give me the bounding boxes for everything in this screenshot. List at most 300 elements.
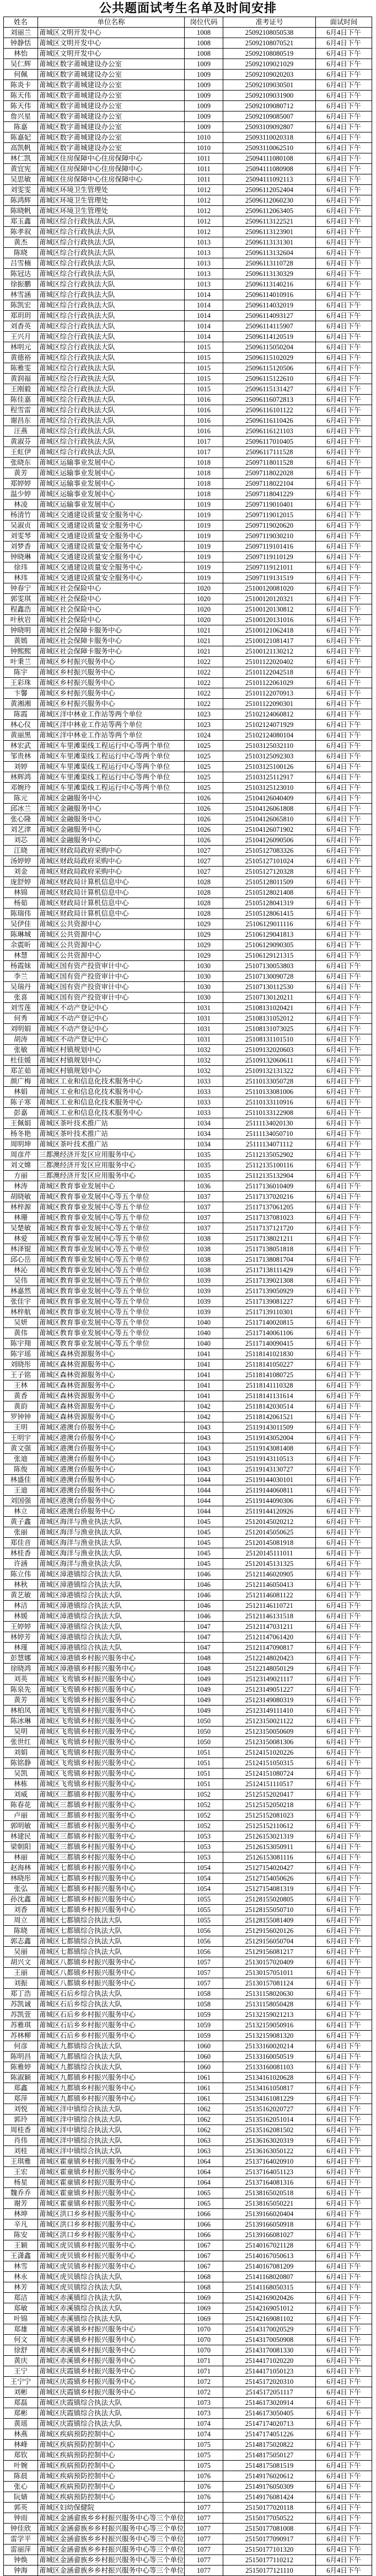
- cell-name: 郭明敏: [4, 1821, 38, 1831]
- cell-name: 黄文强: [4, 1443, 38, 1454]
- cell-position-code: 1052: [185, 1821, 223, 1831]
- table-row: [4, 909, 372, 919]
- table-row: [4, 1863, 372, 1873]
- cell-position-code: 1019: [185, 541, 223, 552]
- cell-unit: 莆城区教育事业发展中心等五个单位: [38, 1297, 185, 1307]
- cell-ticket-number: 25121147061420: [223, 1632, 316, 1643]
- cell-unit: 莆城区综合行政执法大队: [38, 342, 185, 353]
- cell-name: 陈泉先: [4, 1685, 38, 1695]
- table-row: [4, 1108, 372, 1118]
- cell-name: 吴明: [4, 1727, 38, 1737]
- cell-position-code: 1057: [185, 1957, 223, 1968]
- cell-name: 张迪: [4, 1454, 38, 1464]
- cell-unit: 莆城区金涵畲族乡乡村振兴服务中心等三个单位: [38, 2534, 185, 2545]
- table-row: [4, 2429, 372, 2440]
- cell-ticket-number: 25104126071902: [223, 825, 316, 835]
- cell-position-code: 1059: [185, 2031, 223, 2041]
- cell-position-code: 1072: [185, 2387, 223, 2398]
- cell-name: 陈嘉: [4, 122, 38, 132]
- cell-interview-time: 6月4日下午: [316, 2461, 372, 2471]
- cell-interview-time: 6月4日下午: [316, 1894, 372, 1905]
- cell-interview-time: 6月4日下午: [316, 2377, 372, 2387]
- table-row: [4, 2534, 372, 2545]
- cell-ticket-number: 25106129011116: [223, 919, 316, 930]
- cell-position-code: 1019: [185, 562, 223, 573]
- cell-position-code: 1033: [185, 1108, 223, 1118]
- cell-unit: 莆城区八都镇乡村振兴服务中心: [38, 1957, 185, 1968]
- cell-unit: 莆城区社会保险中心: [38, 615, 185, 625]
- cell-position-code: 1017: [185, 447, 223, 458]
- cell-interview-time: 6月4日下午: [316, 479, 372, 489]
- cell-interview-time: 6月4日下午: [316, 573, 372, 583]
- cell-unit: 莆城区洪口乡乡村振兴服务中心: [38, 2230, 185, 2240]
- cell-name: 王明宇: [4, 1433, 38, 1443]
- cell-ticket-number: 25097119101416: [223, 541, 316, 552]
- table-row: [4, 2324, 372, 2335]
- cell-name: 黄芳: [4, 468, 38, 479]
- cell-name: 杜佳媛: [4, 1055, 38, 1066]
- cell-interview-time: 6月4日下午: [316, 1936, 372, 1947]
- cell-name: 陈铭静: [4, 1758, 38, 1768]
- cell-position-code: 1076: [185, 2471, 223, 2482]
- cell-ticket-number: 25133160050519: [223, 2052, 316, 2062]
- cell-name: 陈冰琳: [4, 1716, 38, 1727]
- table-row: [4, 1548, 372, 1559]
- cell-unit: 莆城区数字莆城建设办公室: [38, 122, 185, 132]
- cell-ticket-number: 25096112063405: [223, 206, 316, 216]
- table-row: [4, 426, 372, 437]
- cell-name: 林建民: [4, 1831, 38, 1842]
- cell-position-code: 1028: [185, 877, 223, 888]
- cell-position-code: 1064: [185, 2177, 223, 2188]
- cell-ticket-number: 25096114120519: [223, 332, 316, 342]
- cell-interview-time: 6月4日下午: [316, 1297, 372, 1307]
- cell-position-code: 1044: [185, 1496, 223, 1506]
- cell-ticket-number: 25100120120321: [223, 594, 316, 604]
- cell-name: 林慧: [4, 950, 38, 961]
- cell-name: 郑婷婷: [4, 479, 38, 489]
- cell-name: 钟海: [4, 2566, 38, 2576]
- cell-name: 温少婷: [4, 489, 38, 500]
- cell-name: 黄韵: [4, 1401, 38, 1412]
- table-row: [4, 101, 372, 111]
- cell-interview-time: 6月4日下午: [316, 1013, 372, 1024]
- cell-ticket-number: 25119143081408: [223, 1443, 316, 1454]
- table-row: [4, 1527, 372, 1538]
- cell-unit: 莆城区洋中林业工作站等两个单位: [38, 730, 185, 741]
- cell-unit: 莆城区海洋与渔业执法大队: [38, 1517, 185, 1527]
- cell-position-code: 1066: [185, 2209, 223, 2219]
- cell-unit: 莆城区教育事业发展中心等五个单位: [38, 1265, 185, 1276]
- cell-position-code: 1037: [185, 1192, 223, 1202]
- cell-position-code: 1062: [185, 2104, 223, 2115]
- cell-unit: 莆城区运输事业发展中心: [38, 489, 185, 500]
- table-row: [4, 1139, 372, 1150]
- cell-unit: 莆城区漳港镇综合执法大队: [38, 1622, 185, 1632]
- table-row: [4, 667, 372, 678]
- cell-unit: 莆城区三都镇乡村振兴服务中心: [38, 1810, 185, 1821]
- cell-position-code: 1016: [185, 405, 223, 416]
- cell-position-code: 1077: [185, 2503, 223, 2513]
- cell-ticket-number: 25117136010409: [223, 1181, 316, 1192]
- cell-ticket-number: 25132159050916: [223, 2020, 316, 2031]
- cell-unit: 莆城区数字莆城建设办公室: [38, 91, 185, 101]
- cell-ticket-number: 25096116110426: [223, 416, 316, 426]
- cell-name: 林梓航: [4, 1307, 38, 1318]
- cell-interview-time: 6月4日下午: [316, 688, 372, 699]
- table-row: [4, 279, 372, 290]
- cell-position-code: 1009: [185, 59, 223, 70]
- cell-position-code: 1046: [185, 1601, 223, 1611]
- cell-name: 张世红: [4, 1737, 38, 1748]
- table-row: [4, 2282, 372, 2293]
- cell-unit: 三都澳经济开发区应用服务中心: [38, 1160, 185, 1171]
- cell-position-code: 1018: [185, 458, 223, 468]
- table-row: [4, 2408, 372, 2419]
- cell-name: 彭慧娜: [4, 1653, 38, 1664]
- cell-name: 王颖: [4, 2240, 38, 2251]
- cell-position-code: 1074: [185, 2429, 223, 2440]
- cell-interview-time: 6月4日下午: [316, 468, 372, 479]
- cell-position-code: 1039: [185, 1276, 223, 1286]
- cell-interview-time: 6月4日下午: [316, 678, 372, 688]
- cell-interview-time: 6月4日下午: [316, 2398, 372, 2408]
- cell-unit: 莆城区赤溪镇综合执法大队: [38, 2293, 185, 2303]
- cell-unit: 莆城区洋中镇综合执法大队: [38, 2146, 185, 2157]
- cell-ticket-number: 25150177110212: [223, 2555, 316, 2566]
- table-row: [4, 520, 372, 531]
- cell-interview-time: 6月4日下午: [316, 279, 372, 290]
- cell-unit: 莆城区综合行政执法大队: [38, 258, 185, 269]
- cell-unit: 莆城区交通建设质量安全服务中心: [38, 510, 185, 520]
- cell-position-code: 1013: [185, 269, 223, 279]
- cell-name: 郑磊: [4, 2398, 38, 2408]
- cell-unit: 莆城区赤溪镇乡村振兴服务中心: [38, 2356, 185, 2366]
- table-row: [4, 269, 372, 279]
- cell-unit: 莆城区交通建设质量安全服务中心: [38, 541, 185, 552]
- cell-unit: 莆城区七都镇乡村振兴服务中心: [38, 1863, 185, 1873]
- cell-position-code: 1049: [185, 1674, 223, 1685]
- cell-ticket-number: 25097118022104: [223, 479, 316, 489]
- cell-position-code: 1041: [185, 1349, 223, 1359]
- cell-name: 颜广梅: [4, 1076, 38, 1087]
- cell-interview-time: 6月4日下午: [316, 1559, 372, 1569]
- cell-interview-time: 6月4日下午: [316, 1307, 372, 1318]
- cell-interview-time: 6月4日下午: [316, 237, 372, 248]
- table-row: [4, 1989, 372, 1999]
- cell-position-code: 1014: [185, 290, 223, 300]
- cell-position-code: 1075: [185, 2461, 223, 2471]
- table-row: [4, 143, 372, 153]
- cell-name: 何文: [4, 2335, 38, 2345]
- cell-interview-time: 6月4日下午: [316, 699, 372, 709]
- cell-position-code: 1019: [185, 520, 223, 531]
- table-row: [4, 930, 372, 940]
- cell-interview-time: 6月4日下午: [316, 91, 372, 101]
- cell-name: 吴瑞丹: [4, 982, 38, 992]
- cell-interview-time: 6月4日下午: [316, 1339, 372, 1349]
- table-row: [4, 846, 372, 856]
- cell-name: 林辉鸿: [4, 772, 38, 783]
- cell-position-code: 1068: [185, 2272, 223, 2282]
- cell-ticket-number: 25117138111429: [223, 1265, 316, 1276]
- cell-interview-time: 6月4日下午: [316, 877, 372, 888]
- cell-ticket-number: 25122148050129: [223, 1664, 316, 1674]
- table-row: [4, 814, 372, 825]
- cell-unit: 莆城区洋中镇综合执法大队: [38, 2136, 185, 2146]
- cell-position-code: 1026: [185, 835, 223, 846]
- cell-name: 彭嘉: [4, 1108, 38, 1118]
- cell-ticket-number: 25120145111011: [223, 1548, 316, 1559]
- cell-interview-time: 6月4日下午: [316, 1915, 372, 1926]
- cell-interview-time: 6月4日下午: [316, 1464, 372, 1475]
- cell-unit: 莆城区赤溪镇乡村振兴服务中心: [38, 2324, 185, 2335]
- cell-name: 林娟: [4, 1087, 38, 1097]
- cell-ticket-number: 25121146081122: [223, 1590, 316, 1601]
- cell-name: 刘国强: [4, 1496, 38, 1506]
- cell-unit: 莆城区公共资源中心: [38, 919, 185, 930]
- cell-unit: 莆城区石后乡综合执法大队: [38, 1999, 185, 2010]
- table-row: [4, 1810, 372, 1821]
- table-row: [4, 2303, 372, 2314]
- cell-interview-time: 6月4日下午: [316, 1884, 372, 1894]
- table-row: [4, 1129, 372, 1139]
- cell-ticket-number: 25117139110301: [223, 1307, 316, 1318]
- cell-unit: 莆城区疾病预防控制中心: [38, 2461, 185, 2471]
- table-row: [4, 1831, 372, 1842]
- cell-ticket-number: 25093109092807: [223, 122, 316, 132]
- cell-position-code: 1015: [185, 374, 223, 384]
- cell-interview-time: 6月4日下午: [316, 437, 372, 447]
- cell-name: 郭英: [4, 2503, 38, 2513]
- cell-position-code: 1012: [185, 227, 223, 237]
- cell-interview-time: 6月4日下午: [316, 2261, 372, 2272]
- cell-name: 汤婷婷: [4, 856, 38, 867]
- cell-interview-time: 6月4日下午: [316, 1181, 372, 1192]
- cell-name: 林珊: [4, 1213, 38, 1223]
- cell-unit: 莆城区不动产登记中心: [38, 1013, 185, 1024]
- cell-ticket-number: 25136163050122: [223, 2146, 316, 2157]
- cell-name: 陈霞: [4, 709, 38, 720]
- table-row: [4, 1517, 372, 1527]
- cell-position-code: 1045: [185, 1548, 223, 1559]
- cell-interview-time: 6月4日下午: [316, 2251, 372, 2261]
- table-row: [4, 405, 372, 416]
- cell-interview-time: 6月4日下午: [316, 783, 372, 793]
- cell-name: 王宁: [4, 2366, 38, 2377]
- cell-ticket-number: 25119144090306: [223, 1496, 316, 1506]
- cell-name: 梁朝阳: [4, 1842, 38, 1852]
- cell-name: 黄香: [4, 1391, 38, 1401]
- cell-position-code: 1077: [185, 2555, 223, 2566]
- cell-ticket-number: 25109132060611: [223, 1055, 316, 1066]
- cell-name: 林涛: [4, 1181, 38, 1192]
- cell-interview-time: 6月4日下午: [316, 1391, 372, 1401]
- cell-unit: 莆城区七都镇乡村振兴服务中心: [38, 1905, 185, 1915]
- cell-position-code: 1032: [185, 1055, 223, 1066]
- cell-name: 郑芷茹: [4, 1066, 38, 1076]
- cell-interview-time: 6月4日下午: [316, 1716, 372, 1727]
- cell-name: 郑丁浩: [4, 1989, 38, 1999]
- cell-unit: 莆城区虎贝镇综合执法大队: [38, 2272, 185, 2282]
- cell-name: 陈子寒: [4, 1097, 38, 1108]
- cell-ticket-number: 25101122020402: [223, 657, 316, 667]
- cell-unit: 莆城区庆霞镇乡村振兴服务中心: [38, 2366, 185, 2377]
- cell-ticket-number: 25142169051012: [223, 2303, 316, 2314]
- cell-interview-time: 6月4日下午: [316, 856, 372, 867]
- candidate-table: [3, 17, 372, 2576]
- cell-interview-time: 6月4日下午: [316, 909, 372, 919]
- cell-ticket-number: 25131158050428: [223, 1999, 316, 2010]
- cell-ticket-number: 25096112052404: [223, 185, 316, 195]
- cell-ticket-number: 25117139050929: [223, 1286, 316, 1297]
- cell-unit: 莆城区飞鸾镇乡村振兴服务中心: [38, 1716, 185, 1727]
- table-row: [4, 730, 372, 741]
- cell-position-code: 1050: [185, 1727, 223, 1737]
- cell-ticket-number: 25105128011509: [223, 877, 316, 888]
- cell-ticket-number: 25105128021408: [223, 888, 316, 898]
- cell-position-code: 1055: [185, 1894, 223, 1905]
- table-row: [4, 877, 372, 888]
- cell-unit: 莆城区教育事业发展中心等五个单位: [38, 1234, 185, 1244]
- cell-interview-time: 6月4日下午: [316, 2513, 372, 2524]
- cell-position-code: 1055: [185, 1915, 223, 1926]
- cell-name: 林爱: [4, 1234, 38, 1244]
- cell-unit: 莆城区综合行政执法大队: [38, 237, 185, 248]
- cell-interview-time: 6月4日下午: [316, 2041, 372, 2052]
- cell-interview-time: 6月4日下午: [316, 2366, 372, 2377]
- cell-unit: 莆城区不动产登记中心: [38, 1034, 185, 1045]
- table-row: [4, 699, 372, 709]
- cell-ticket-number: 25097119131519: [223, 573, 316, 583]
- cell-name: 杨清竹: [4, 510, 38, 520]
- cell-interview-time: 6月4日下午: [316, 1653, 372, 1664]
- cell-ticket-number: 25120145131325: [223, 1559, 316, 1569]
- cell-position-code: 1013: [185, 248, 223, 258]
- cell-name: 陈元: [4, 793, 38, 804]
- cell-unit: 莆城区七都镇综合执法大队: [38, 1926, 185, 1936]
- table-row: [4, 1118, 372, 1129]
- cell-name: 张心: [4, 2482, 38, 2492]
- cell-ticket-number: 25136163020319: [223, 2136, 316, 2146]
- cell-name: 陈宇: [4, 667, 38, 678]
- cell-name: 高凯帆: [4, 143, 38, 153]
- table-row: [4, 2125, 372, 2136]
- cell-name: 钟静恬: [4, 38, 38, 49]
- cell-unit: 莆城区疾病预防控制中心: [38, 2471, 185, 2482]
- cell-position-code: 1047: [185, 1643, 223, 1653]
- cell-interview-time: 6月4日下午: [316, 1748, 372, 1758]
- cell-interview-time: 6月4日下午: [316, 2471, 372, 2482]
- cell-name: 王婷婷: [4, 1622, 38, 1632]
- table-row: [4, 919, 372, 930]
- cell-position-code: 1021: [185, 636, 223, 646]
- cell-ticket-number: 25096113122521: [223, 216, 316, 227]
- cell-unit: 莆城区社会保障卡服务中心: [38, 636, 185, 646]
- cell-ticket-number: 25118141110328: [223, 1380, 316, 1391]
- cell-unit: 莆城区八都镇乡村振兴服务中心: [38, 1978, 185, 1989]
- cell-unit: 莆城区乡村振兴服务中心: [38, 678, 185, 688]
- table-row: [4, 2020, 372, 2031]
- cell-ticket-number: 25120145050625: [223, 1527, 316, 1538]
- cell-name: 林明元: [4, 342, 38, 353]
- cell-ticket-number: 25096112060230: [223, 195, 316, 206]
- cell-unit: 莆城区洋中镇综合执法大队: [38, 2125, 185, 2136]
- cell-position-code: 1057: [185, 1978, 223, 1989]
- cell-ticket-number: 25096116072813: [223, 395, 316, 405]
- cell-name: 吴凯: [4, 1768, 38, 1779]
- cell-interview-time: 6月4日下午: [316, 709, 372, 720]
- cell-name: 刘悦: [4, 2104, 38, 2115]
- cell-unit: 莆城区综合行政执法大队: [38, 227, 185, 237]
- cell-interview-time: 6月4日下午: [316, 2324, 372, 2335]
- cell-position-code: 1029: [185, 950, 223, 961]
- cell-interview-time: 6月4日下午: [316, 1223, 372, 1234]
- cell-ticket-number: 25118141050227: [223, 1359, 316, 1370]
- table-row: [4, 1800, 372, 1810]
- cell-name: 黄芳: [4, 1695, 38, 1706]
- cell-unit: 莆城区乡村振兴服务中心: [38, 699, 185, 709]
- cell-position-code: 1016: [185, 426, 223, 437]
- cell-ticket-number: 25097119010401: [223, 500, 316, 510]
- cell-name: 林立: [4, 1506, 38, 1517]
- cell-name: 陈冠达: [4, 269, 38, 279]
- cell-ticket-number: 25124151020226: [223, 1748, 316, 1758]
- cell-ticket-number: 25096115122610: [223, 374, 316, 384]
- cell-ticket-number: 25096115120506: [223, 363, 316, 374]
- cell-position-code: 1043: [185, 1464, 223, 1475]
- table-row: [4, 2251, 372, 2261]
- cell-position-code: 1038: [185, 1265, 223, 1276]
- table-row: [4, 510, 372, 520]
- cell-interview-time: 6月4日下午: [316, 1171, 372, 1181]
- cell-ticket-number: 25110133122908: [223, 1108, 316, 1118]
- cell-ticket-number: 25137164081316: [223, 2177, 316, 2188]
- cell-position-code: 1040: [185, 1318, 223, 1328]
- cell-name: 谢昌东: [4, 416, 38, 426]
- cell-unit: 莆城区社会保障卡服务中心: [38, 625, 185, 636]
- table-row: [4, 636, 372, 646]
- cell-name: 林永: [4, 2272, 38, 2282]
- cell-name: 郑彬: [4, 2408, 38, 2419]
- cell-interview-time: 6月4日下午: [316, 426, 372, 437]
- table-row: [4, 132, 372, 143]
- cell-interview-time: 6月4日下午: [316, 2503, 372, 2513]
- cell-unit: 莆城区综合行政执法大队: [38, 332, 185, 342]
- table-row: [4, 80, 372, 91]
- cell-unit: 莆城区七都镇综合执法大队: [38, 1947, 185, 1957]
- cell-interview-time: 6月4日下午: [316, 1160, 372, 1171]
- table-row: [4, 2031, 372, 2041]
- cell-unit: 莆城区住房保障中心住房保障中心: [38, 153, 185, 164]
- cell-interview-time: 6月4日下午: [316, 70, 372, 80]
- cell-ticket-number: 25137164051123: [223, 2167, 316, 2177]
- cell-name: 郑雄: [4, 2324, 38, 2335]
- table-row: [4, 1999, 372, 2010]
- cell-position-code: 1054: [185, 1873, 223, 1884]
- cell-interview-time: 6月4日下午: [316, 982, 372, 992]
- cell-position-code: 1032: [185, 1066, 223, 1076]
- table-row: [4, 2314, 372, 2324]
- cell-position-code: 1059: [185, 2020, 223, 2031]
- cell-position-code: 1020: [185, 583, 223, 594]
- cell-position-code: 1061: [185, 2094, 223, 2104]
- cell-name: 叶秉兰: [4, 657, 38, 667]
- cell-name: 邱心岳: [4, 1255, 38, 1265]
- cell-name: 胡涛: [4, 1034, 38, 1045]
- cell-ticket-number: 25106129041813: [223, 930, 316, 940]
- table-row: [4, 751, 372, 762]
